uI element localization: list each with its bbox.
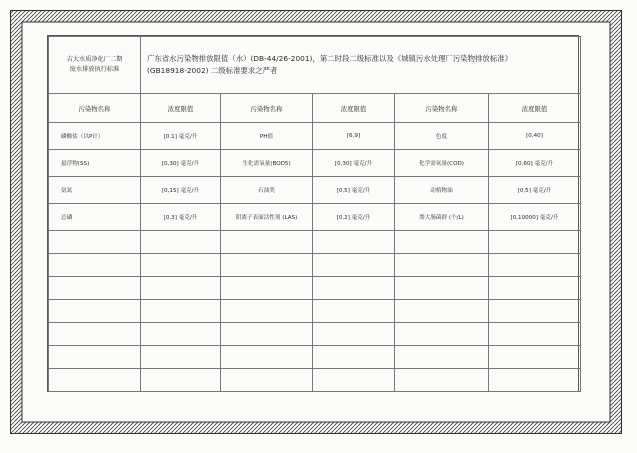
- pollutant-name: 阴离子表面活性剂 (LAS): [221, 204, 313, 231]
- empty-cell: [395, 323, 489, 346]
- standard-title-line: (GB18918-2002) 二级标准要求之严者: [147, 66, 278, 75]
- plant-name-line: 废水排放执行标准: [69, 66, 120, 73]
- empty-cell: [141, 277, 221, 300]
- pollutant-name: PH值: [221, 123, 313, 150]
- limit-value: [0,5] 毫克/升: [489, 177, 581, 204]
- empty-cell: [313, 323, 395, 346]
- table-row: [49, 204, 581, 231]
- empty-cell: [49, 346, 141, 369]
- empty-cell: [141, 346, 221, 369]
- column-header-row: [49, 94, 581, 123]
- pollutant-name: 悬浮物(SS): [49, 150, 141, 177]
- empty-cell: [395, 346, 489, 369]
- empty-cell: [489, 254, 581, 277]
- empty-cell: [395, 231, 489, 254]
- limit-value: [0,2] 毫克/升: [313, 204, 395, 231]
- empty-row: [49, 300, 581, 323]
- empty-cell: [221, 323, 313, 346]
- empty-cell: [49, 369, 141, 392]
- limit-value: [0,30] 毫克/升: [141, 150, 221, 177]
- empty-cell: [313, 254, 395, 277]
- empty-cell: [489, 300, 581, 323]
- empty-cell: [49, 231, 141, 254]
- pollutant-name: 生化需氧量(BOD5): [221, 150, 313, 177]
- empty-cell: [489, 369, 581, 392]
- empty-cell: [313, 369, 395, 392]
- plant-name-line: 吉大水质净化厂二期: [66, 56, 123, 63]
- empty-row: [49, 369, 581, 392]
- empty-cell: [313, 346, 395, 369]
- column-header: 污染物名称: [49, 94, 141, 123]
- pollutant-name: 动植物油: [395, 177, 489, 204]
- limit-value: [0.1] 毫克/升: [141, 123, 221, 150]
- empty-cell: [395, 254, 489, 277]
- pollutant-name: 总磷: [49, 204, 141, 231]
- empty-cell: [489, 231, 581, 254]
- empty-cell: [49, 254, 141, 277]
- limit-value: [0,40]: [489, 123, 581, 150]
- limit-value: [0,60] 毫克/升: [489, 150, 581, 177]
- empty-cell: [141, 231, 221, 254]
- empty-cell: [395, 300, 489, 323]
- limit-value: [0,10000] 毫克/升: [489, 204, 581, 231]
- pollutant-name: 色度: [395, 123, 489, 150]
- column-header: 浓度限值: [141, 94, 221, 123]
- pollutant-name: 粪大肠菌群 (个/L): [395, 204, 489, 231]
- table-row: [49, 123, 581, 150]
- empty-row: [49, 277, 581, 300]
- limit-value: [0,30] 毫克/升: [313, 150, 395, 177]
- empty-row: [49, 346, 581, 369]
- limit-value: [0,3] 毫克/升: [141, 204, 221, 231]
- column-header: 浓度限值: [313, 94, 395, 123]
- empty-cell: [313, 231, 395, 254]
- pollutant-name: 氨氮: [49, 177, 141, 204]
- empty-cell: [489, 277, 581, 300]
- column-header: 污染物名称: [221, 94, 313, 123]
- standard-title-cell: [141, 37, 581, 94]
- limit-value: [0,15] 毫克/升: [141, 177, 221, 204]
- limit-value: [0,5] 毫克/升: [313, 177, 395, 204]
- empty-cell: [221, 346, 313, 369]
- column-header: 浓度限值: [489, 94, 581, 123]
- empty-row: [49, 323, 581, 346]
- pollutant-name: 化学需氧量(COD): [395, 150, 489, 177]
- empty-cell: [489, 346, 581, 369]
- empty-cell: [49, 277, 141, 300]
- empty-cell: [313, 300, 395, 323]
- empty-cell: [221, 369, 313, 392]
- empty-cell: [221, 254, 313, 277]
- table-row: [49, 177, 581, 204]
- empty-cell: [221, 300, 313, 323]
- empty-cell: [141, 254, 221, 277]
- empty-cell: [49, 300, 141, 323]
- table-row: [49, 150, 581, 177]
- empty-cell: [395, 369, 489, 392]
- standards-table: [47, 35, 579, 392]
- empty-cell: [141, 369, 221, 392]
- empty-cell: [221, 231, 313, 254]
- empty-cell: [489, 323, 581, 346]
- table-header-row: [49, 37, 581, 94]
- empty-cell: [221, 277, 313, 300]
- limit-value: [6,9]: [313, 123, 395, 150]
- plant-name-cell: [49, 37, 141, 94]
- empty-row: [49, 231, 581, 254]
- empty-cell: [49, 323, 141, 346]
- pollutant-name: 磷酸盐（以P计）: [49, 123, 141, 150]
- pollutant-name: 石油类: [221, 177, 313, 204]
- empty-row: [49, 254, 581, 277]
- standard-title-line: 广东省水污染物排放限值（水）(DB-44/26-2001)，第二时段二级标准以及《城镇污水处理厂污染物排放标准》: [147, 54, 512, 63]
- empty-cell: [141, 300, 221, 323]
- empty-cell: [141, 323, 221, 346]
- empty-cell: [395, 277, 489, 300]
- column-header: 污染物名称: [395, 94, 489, 123]
- empty-cell: [313, 277, 395, 300]
